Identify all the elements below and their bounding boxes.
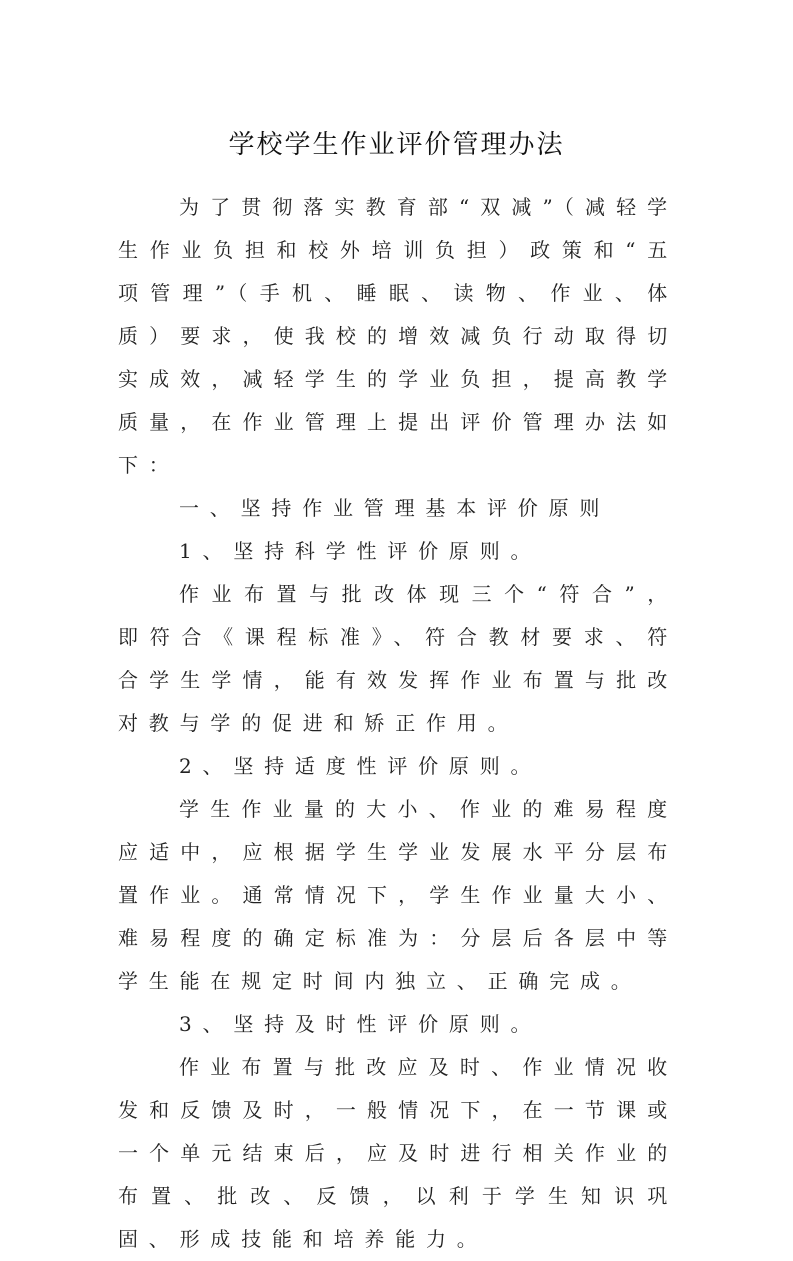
principle-body-1: 作业布置与批改体现三个“符合”，即符合《课程标准》、符合教材要求、符合学生学情，能有效发挥作业布置与批改对教与学的促进和矫正作用。 xyxy=(118,582,678,735)
intro-paragraph: 为了贯彻落实教育部“双减”（减轻学生作业负担和校外培训负担）政策和“五项管理”（手机、睡眠、读物、作业、体质）要求，使我校的增效减负行动取得切实成效，减轻学生的学业负担，提高教学质量，在作业管理上提出评价管理办法如下： xyxy=(118,195,678,477)
principle-heading-1: 1、坚持科学性评价原则。 xyxy=(179,539,542,563)
document-title: 学校学生作业评价管理办法 xyxy=(228,130,565,160)
principle-heading-2: 2、坚持适度性评价原则。 xyxy=(179,754,542,778)
principle-body-2: 学生作业量的大小、作业的难易程度应适中，应根据学生学业发展水平分层布置作业。通常情况下，学生作业量大小、难易程度的确定标准为：分层后各层中等学生能在规定时间内独立、正确完成。 xyxy=(118,797,678,993)
document-body xyxy=(118,186,678,1261)
principle-body-3: 作业布置与批改应及时、作业情况收发和反馈及时，一般情况下，在一节课或一个单元结束后，应及时进行相关作业的布置、批改、反馈，以利于学生知识巩固、形成技能和培养能力。 xyxy=(118,1055,678,1251)
principle-heading-3: 3、坚持及时性评价原则。 xyxy=(179,1012,542,1036)
section-heading-1: 一、坚持作业管理基本评价原则 xyxy=(179,496,611,520)
